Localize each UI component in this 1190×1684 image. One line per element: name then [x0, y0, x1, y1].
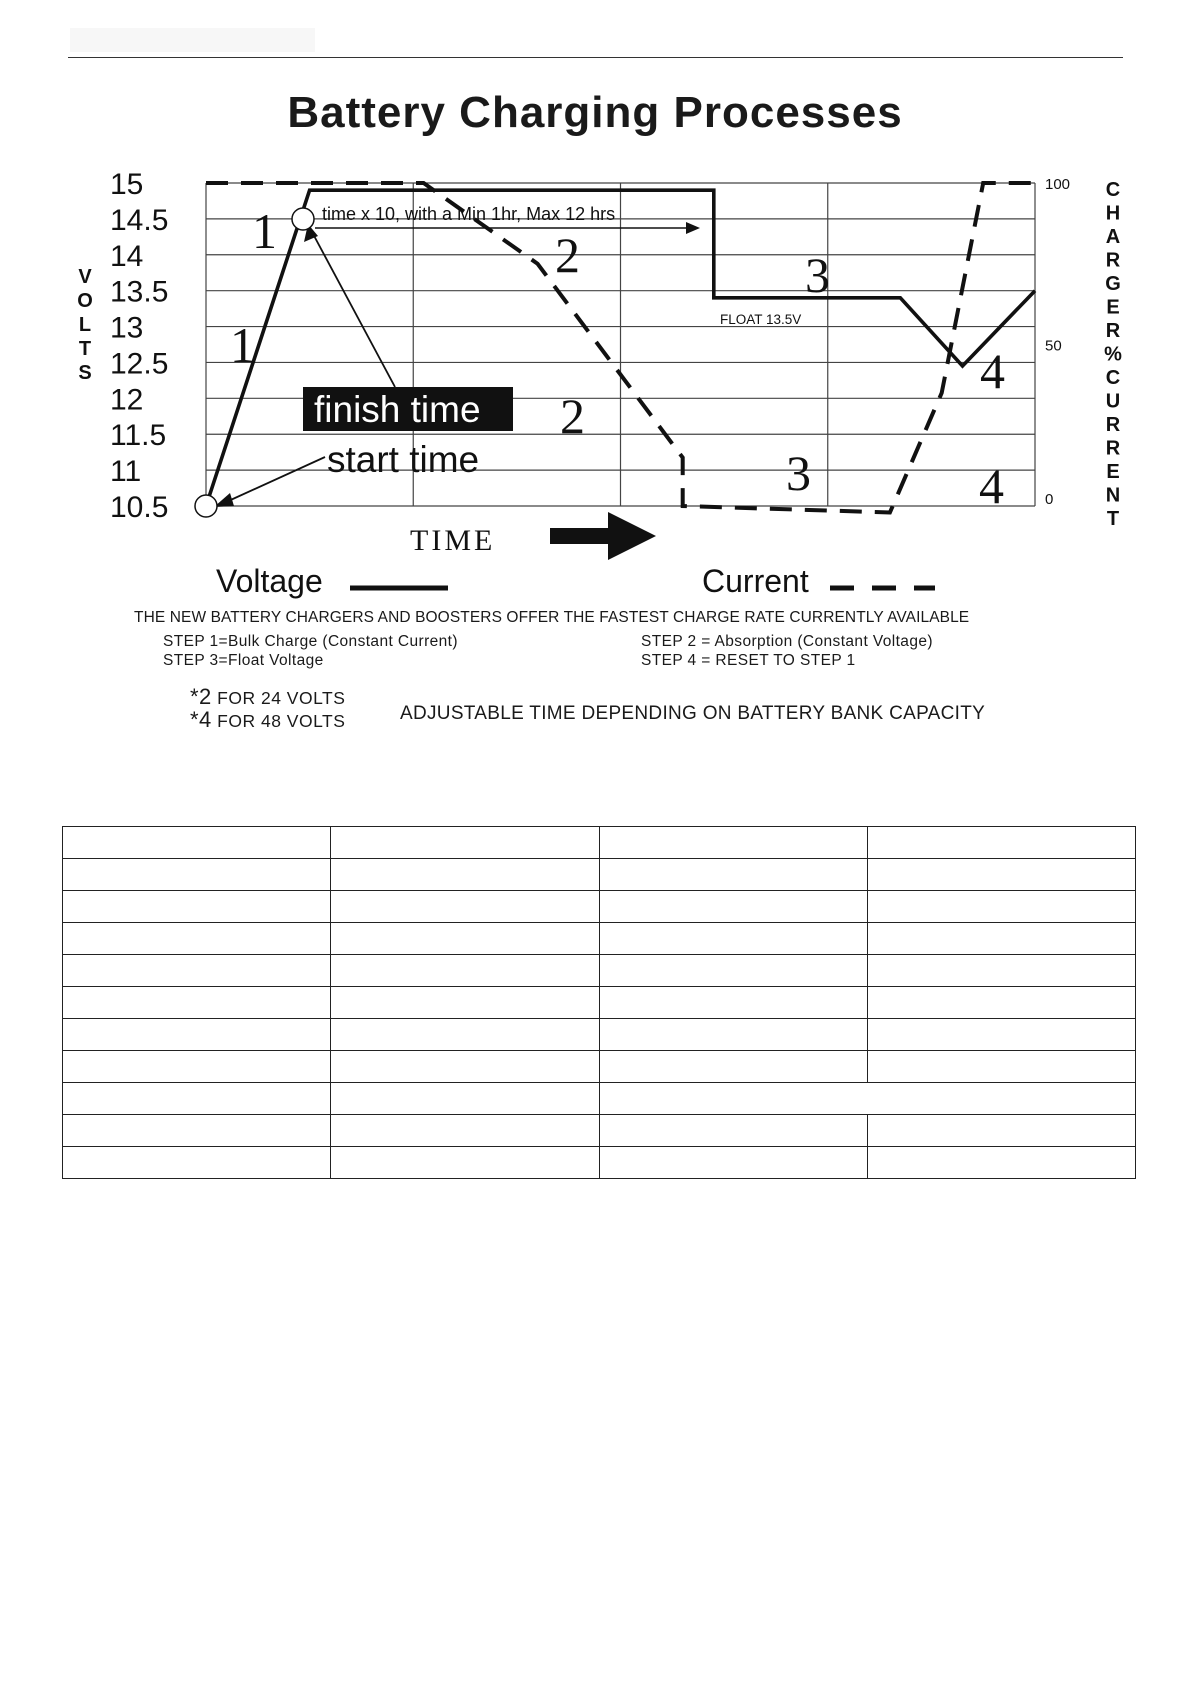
table-cell [867, 1019, 1135, 1051]
current-stage-label: 3 [786, 445, 811, 501]
voltage-stage-label: 3 [805, 247, 830, 303]
table-cell [63, 923, 331, 955]
table-cell [599, 987, 867, 1019]
table-cell [867, 1115, 1135, 1147]
y2-axis-title-letter: G [1105, 273, 1121, 295]
table-row [63, 987, 1136, 1019]
table-cell [867, 1147, 1135, 1179]
note-24-number: *2 [190, 684, 212, 709]
y2-axis-title-letter: A [1105, 226, 1121, 248]
y-axis-title-letter: L [78, 314, 92, 336]
table-cell [867, 923, 1135, 955]
y-axis-title-letter: S [78, 362, 92, 384]
note-48-number: *4 [190, 707, 212, 732]
y-tick-label: 14.5 [110, 203, 169, 237]
table-cell [63, 1019, 331, 1051]
y2-tick-label: 50 [1045, 337, 1062, 355]
y-axis-title-letter: T [78, 338, 92, 360]
table-row [63, 1147, 1136, 1179]
finish-point-marker [292, 208, 314, 230]
step3-text: STEP 3=Float Voltage [163, 652, 324, 669]
y2-axis-title-letter: H [1105, 202, 1121, 225]
table-cell [331, 923, 599, 955]
table-row [63, 1115, 1136, 1147]
y2-tick-label: 0 [1045, 491, 1054, 508]
table-cell [63, 987, 331, 1019]
table-cell [63, 1115, 331, 1147]
table-cell [599, 1051, 867, 1083]
annotation-float-label: FLOAT 13.5V [720, 312, 802, 327]
y-axis-title-letter: V [78, 266, 92, 288]
table-row [63, 955, 1136, 987]
y-tick-label: 13 [110, 311, 144, 345]
table-cell [867, 827, 1135, 859]
table-cell [599, 1115, 867, 1147]
table-cell [331, 827, 599, 859]
table-cell [867, 891, 1135, 923]
adjustable-time-text: ADJUSTABLE TIME DEPENDING ON BATTERY BANK CAPACITY [400, 703, 986, 724]
y2-axis-title-letter: C [1105, 179, 1121, 201]
voltage-stage-label: 1 [230, 317, 255, 373]
table-cell [63, 1083, 331, 1115]
y2-axis-title-letter: U [1105, 390, 1121, 413]
y-tick-label: 12 [110, 383, 144, 417]
y-tick-label: 13.5 [110, 275, 169, 309]
y2-axis-title-letter: C [1105, 367, 1121, 389]
x-axis-title: TIME [410, 524, 496, 557]
y2-axis-title-letter: R [1105, 249, 1121, 272]
y-tick-label: 10.5 [110, 491, 169, 524]
table-row [63, 891, 1136, 923]
table-cell [599, 827, 867, 859]
current-stage-label: 4 [979, 458, 1004, 514]
step2-text: STEP 2 = Absorption (Constant Voltage) [641, 633, 933, 650]
annotation-time-range: time x 10, with a Min 1hr, Max 12 hrs [322, 204, 616, 224]
table-cell [63, 827, 331, 859]
table-cell [63, 859, 331, 891]
annotation-start-time: start time [327, 439, 480, 480]
table-cell [331, 987, 599, 1019]
page-title: Battery Charging Processes [287, 88, 903, 137]
step4-text: STEP 4 = RESET TO STEP 1 [641, 652, 856, 669]
y-tick-label: 12.5 [110, 347, 169, 381]
table-cell [331, 859, 599, 891]
time-arrow-icon [550, 512, 656, 560]
legend-current-label: Current [702, 563, 809, 599]
annotation-finish-time: finish time [314, 389, 481, 430]
annotation-arrowhead-icon [686, 222, 700, 234]
table-row [63, 1083, 1136, 1115]
y2-axis-title-letter: R [1105, 437, 1121, 460]
table-cell [599, 1019, 867, 1051]
table-cell [599, 955, 867, 987]
table-row [63, 1019, 1136, 1051]
y2-axis-title-letter: R [1105, 320, 1121, 342]
table-cell-merged [599, 1083, 1136, 1115]
table-cell [331, 1051, 599, 1083]
table-cell [599, 859, 867, 891]
table-cell [599, 1147, 867, 1179]
table-row [63, 923, 1136, 955]
y2-axis-title-letter: T [1106, 508, 1120, 530]
legend-voltage-label: Voltage [216, 563, 323, 599]
table-cell [331, 1115, 599, 1147]
table-cell [867, 859, 1135, 891]
y2-axis-title-letter: R [1105, 414, 1121, 436]
voltage-stage-label: 4 [980, 343, 1005, 399]
table-row [63, 859, 1136, 891]
table-cell [63, 1147, 331, 1179]
table-cell [867, 955, 1135, 987]
y-tick-label: 11 [110, 455, 142, 489]
y2-axis-title-letter: N [1105, 484, 1121, 507]
table-cell [331, 1147, 599, 1179]
y2-tick-label: 100 [1045, 176, 1071, 193]
y2-axis-title-letter: E [1106, 296, 1120, 319]
y-tick-label: 14 [110, 239, 144, 273]
table-cell [331, 1083, 599, 1115]
table-cell [63, 955, 331, 987]
start-point-marker [195, 495, 217, 517]
table-cell [331, 955, 599, 987]
table-cell [599, 891, 867, 923]
voltage-stage-label: 1 [252, 203, 277, 259]
note-24-label: FOR 24 VOLTS [211, 688, 346, 708]
y-tick-label: 11.5 [110, 419, 167, 453]
headline-text: THE NEW BATTERY CHARGERS AND BOOSTERS OFFER THE FASTEST CHARGE RATE CURRENTLY AVAILABLE [134, 609, 970, 626]
table-cell [331, 1019, 599, 1051]
start-pointer-line [224, 457, 325, 503]
y-axis-title-letter: O [77, 290, 93, 312]
note-48-volts [190, 707, 345, 733]
note-48-label: FOR 48 VOLTS [211, 711, 346, 731]
spec-table [62, 826, 1136, 1179]
table-row [63, 827, 1136, 859]
current-stage-label: 2 [560, 388, 585, 444]
y2-axis-title-letter: E [1106, 461, 1120, 483]
table-row [63, 1051, 1136, 1083]
table-cell [867, 1051, 1135, 1083]
table-cell [63, 1051, 331, 1083]
y-tick-label: 15 [110, 168, 144, 201]
table-cell [331, 891, 599, 923]
y2-axis-title-letter: % [1104, 343, 1122, 366]
table-cell [599, 923, 867, 955]
table-cell [867, 987, 1135, 1019]
voltage-stage-label: 2 [555, 227, 580, 283]
step1-text: STEP 1=Bulk Charge (Constant Current) [163, 633, 458, 650]
table-cell [63, 891, 331, 923]
